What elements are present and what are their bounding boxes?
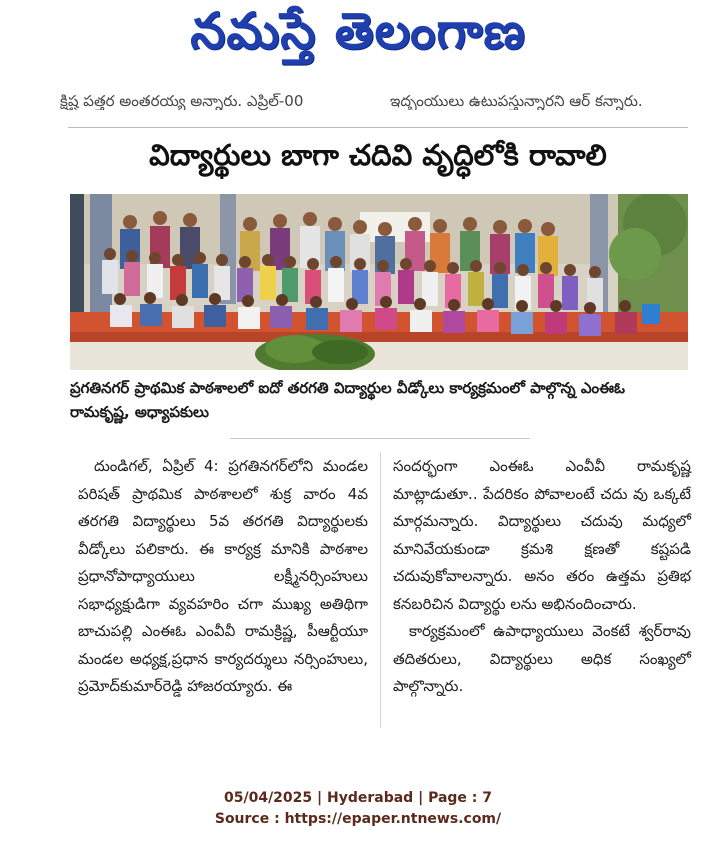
article-paragraph: సందర్భంగా ఎంఈఓ ఎంవీవీ రామకృష్ణ మాట్లాడుతూ.. పేదరికం పోవాలంటే చదు వు ఒక్కటే మార్గమన్నారు. విద్యార్థులు చదువు మధ్యలో మానివేయకుండా క్రమశి క్షణతో కష్టపడి చదువుకోవాలన్నారు. అనం తరం ఉత్తమ ప్రతిభ కనబరిచిన విద్యార్థు లను అభినందించారు. xyxy=(393,457,691,613)
page-footer xyxy=(0,788,716,830)
article-headline: విద్యార్థులు బాగా చదివి వృద్ధిలోకి రావాలి xyxy=(149,138,607,172)
column-divider xyxy=(380,452,381,728)
section-divider xyxy=(68,127,688,128)
cropped-text-left: క్షిష్ట పత్తర అంతరయ్య అన్నారు. ఎప్రిల్-00 xyxy=(60,92,304,110)
article-paragraph: దుండిగల్, ఏప్రిల్ 4: ప్రగతినగర్‌లోని మండల పరిషత్ ప్రాథమిక పాఠశాలలో శుక్ర వారం 4వ తరగతి విద్యార్థులు 5వ తరగతి విద్యార్థులకు వీడ్కోలు పలికారు. ఈ కార్యక్ర మానికి పాఠశాల ప్రధానోపాధ్యాయులు లక్ష్మీనర్సింహులు సభాధ్యక్షుడిగా వ్యవహరిం చగా ముఖ్య అతిథిగా బాచుపల్లి ఎంఈఓ ఎంవీవీ రామక్రిష్ణ, పీఆర్టీయూ మండల అధ్యక్ష,ప్రధాన కార్యదర్శులు నర్సింహులు, ప్రమోద్‌కుమార్‌రెడ్డి హాజరయ్యారు. ఈ xyxy=(78,457,368,695)
masthead-logo: నమస్తే తెలంగాణ xyxy=(190,2,526,60)
footer-source-link[interactable]: Source : https://epaper.ntnews.com/ xyxy=(214,811,502,827)
article-paragraph: కార్యక్రమంలో ఉపాధ్యాయులు వెంకటే శ్వర్‌రావు తదితరులు, విద్యార్థులు అధిక సంఖ్యలో పాల్గొన్నారు. xyxy=(393,622,691,695)
photo-caption: ప్రగతినగర్ ప్రాథమిక పాఠశాలలో ఐదో తరగతి విద్యార్థుల వీడ్కోలు కార్యక్రమంలో పాల్గొన్న ఎంఈఓ రామకృష్ణ, అధ్యాపకులు xyxy=(70,379,625,421)
cropped-previous-article xyxy=(60,88,670,110)
article-photo xyxy=(70,194,688,370)
article-column-right xyxy=(393,453,691,701)
article-column-left xyxy=(78,453,368,701)
cropped-text-right: ఇద్భంయులు ఉటుపస్తున్నారని ఆర్ కన్నారు. xyxy=(390,92,643,110)
footer-date-edition: 05/04/2025 | Hyderabad | Page : 7 xyxy=(223,790,493,806)
caption-underline xyxy=(230,438,530,439)
newspaper-masthead xyxy=(0,0,716,80)
